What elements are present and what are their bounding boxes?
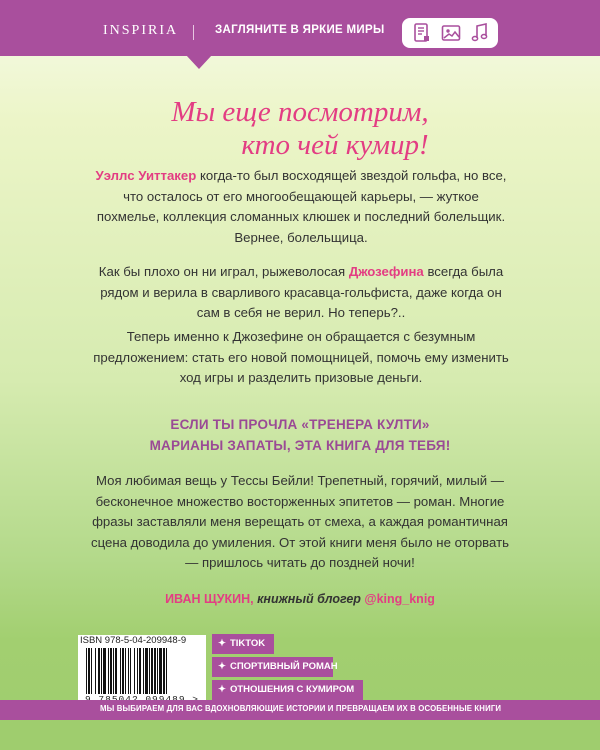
- tag-label: СПОРТИВНЫЙ РОМАН: [229, 661, 338, 672]
- isbn-barcode: [78, 635, 206, 706]
- blurb-paragraph-3: Теперь именно к Джозефине он обращается с безумным предложением: стать его новой помощницей, помочь ему изменить ход игры и разделить призовые деньги.: [93, 329, 509, 385]
- blurb-paragraph-1: [92, 166, 510, 248]
- sparkle-icon: ✦: [218, 638, 226, 649]
- genre-tags: [212, 634, 372, 703]
- heroine-name: Джозефина: [348, 264, 424, 279]
- barcode-bar: [130, 648, 131, 694]
- tag-sports-romance: [212, 657, 338, 677]
- barcode-bar: [137, 648, 138, 694]
- format-icons: [402, 18, 498, 48]
- pitch-line-2: МАРИАНЫ ЗАПАТЫ, ЭТА КНИГА ДЛЯ ТЕБЯ!: [149, 438, 451, 453]
- reviewer-credit: [0, 592, 600, 606]
- barcode-bar: [98, 648, 100, 694]
- sparkle-icon: ✦: [218, 684, 226, 695]
- barcode-bar: [157, 648, 158, 694]
- hero-name: Уэллс Уиттакер: [95, 168, 197, 183]
- barcode-bar: [139, 648, 141, 694]
- barcode-bar: [101, 648, 102, 694]
- sparkle-icon: ✦: [218, 661, 226, 672]
- review-quote: Моя любимая вещь у Тессы Бейли! Трепетный, горячий, милый — бесконечное множество восторженных эпитетов — роман. Многие фразы заставляли меня верещать от смеха, а каждая романтичная сцена доводила до умиления. От этой книги меня было не оторвать — пришлось читать до поздней ночи!: [91, 473, 509, 570]
- headline-line-1: Мы еще посмотрим,: [171, 96, 429, 128]
- barcode-bar: [110, 648, 112, 694]
- reviewer-name: ИВАН ЩУКИН,: [165, 592, 254, 606]
- tag-tiktok: [212, 634, 274, 654]
- barcode-bar: [108, 648, 109, 694]
- headline-line-2: кто чей кумир!: [241, 129, 429, 161]
- barcode-bar: [143, 648, 144, 694]
- footer-slogan: МЫ ВЫБИРАЕМ ДЛЯ ВАС ВДОХНОВЛЯЮЩИЕ ИСТОРИИ И ПРЕВРАЩАЕМ ИХ В ОСОБЕННЫЕ КНИГИ: [100, 704, 502, 713]
- header-divider: [193, 25, 194, 40]
- barcode-bar: [122, 648, 124, 694]
- header-notch: [186, 55, 212, 69]
- barcode-bar: [125, 648, 126, 694]
- ebook-icon: [413, 23, 431, 43]
- barcode-bar: [88, 648, 90, 694]
- tag-label: TIKTOK: [229, 638, 266, 649]
- footer-background: [0, 720, 600, 750]
- reviewer-handle: @king_knig: [364, 592, 435, 606]
- publisher-tagline: ЗАГЛЯНИТЕ В ЯРКИЕ МИРЫ: [215, 24, 385, 36]
- barcode-bar: [145, 648, 148, 694]
- barcode-bar: [163, 648, 165, 694]
- pitch-line-1: ЕСЛИ ТЫ ПРОЧЛА «ТРЕНЕРА КУЛТИ»: [170, 417, 430, 432]
- publisher-header: [0, 0, 600, 56]
- barcode-bar: [134, 648, 135, 694]
- tag-idol-relationship: [212, 680, 363, 700]
- barcode-bar: [113, 648, 114, 694]
- blurb-paragraph-2: [92, 262, 510, 324]
- image-icon: [441, 23, 461, 43]
- barcode-bar: [95, 648, 96, 694]
- publisher-logo: INSPIRIA: [103, 23, 179, 38]
- barcode-bar: [166, 648, 167, 694]
- headline: [0, 96, 600, 162]
- reviewer-role: книжный блогер: [253, 592, 365, 606]
- barcode-bar: [103, 648, 106, 694]
- publisher-footer: [0, 700, 600, 720]
- barcode-bar: [159, 648, 162, 694]
- isbn-number: ISBN 978-5-04-209948-9: [80, 635, 187, 646]
- music-note-icon: [471, 23, 489, 43]
- barcode-bar: [151, 648, 153, 694]
- barcode-bar: [86, 648, 87, 694]
- tag-label: ОТНОШЕНИЯ С КУМИРОМ: [229, 684, 355, 695]
- barcode-bar: [128, 648, 129, 694]
- barcode-bars: [86, 648, 198, 694]
- blurb-text: Как бы плохо он ни играл, рыжеволосая: [98, 264, 349, 279]
- barcode-bar: [149, 648, 150, 694]
- blurb-text: когда-то был восходящей звездой гольфа, но все, что осталось от его многообещающей карьеры, — жуткое похмелье, коллекция сломанных клюшек и последний болельщик. Вернее, болельщица.: [96, 168, 507, 245]
- barcode-bar: [120, 648, 121, 694]
- barcode-bar: [91, 648, 92, 694]
- barcode-bar: [154, 648, 156, 694]
- comparison-pitch: [70, 414, 530, 456]
- barcode-bar: [115, 648, 117, 694]
- blurb-text: всегда была рядом и верила в сварливого красавца-гольфиста, даже когда он сам в себя не верил. Но теперь?..: [100, 264, 504, 320]
